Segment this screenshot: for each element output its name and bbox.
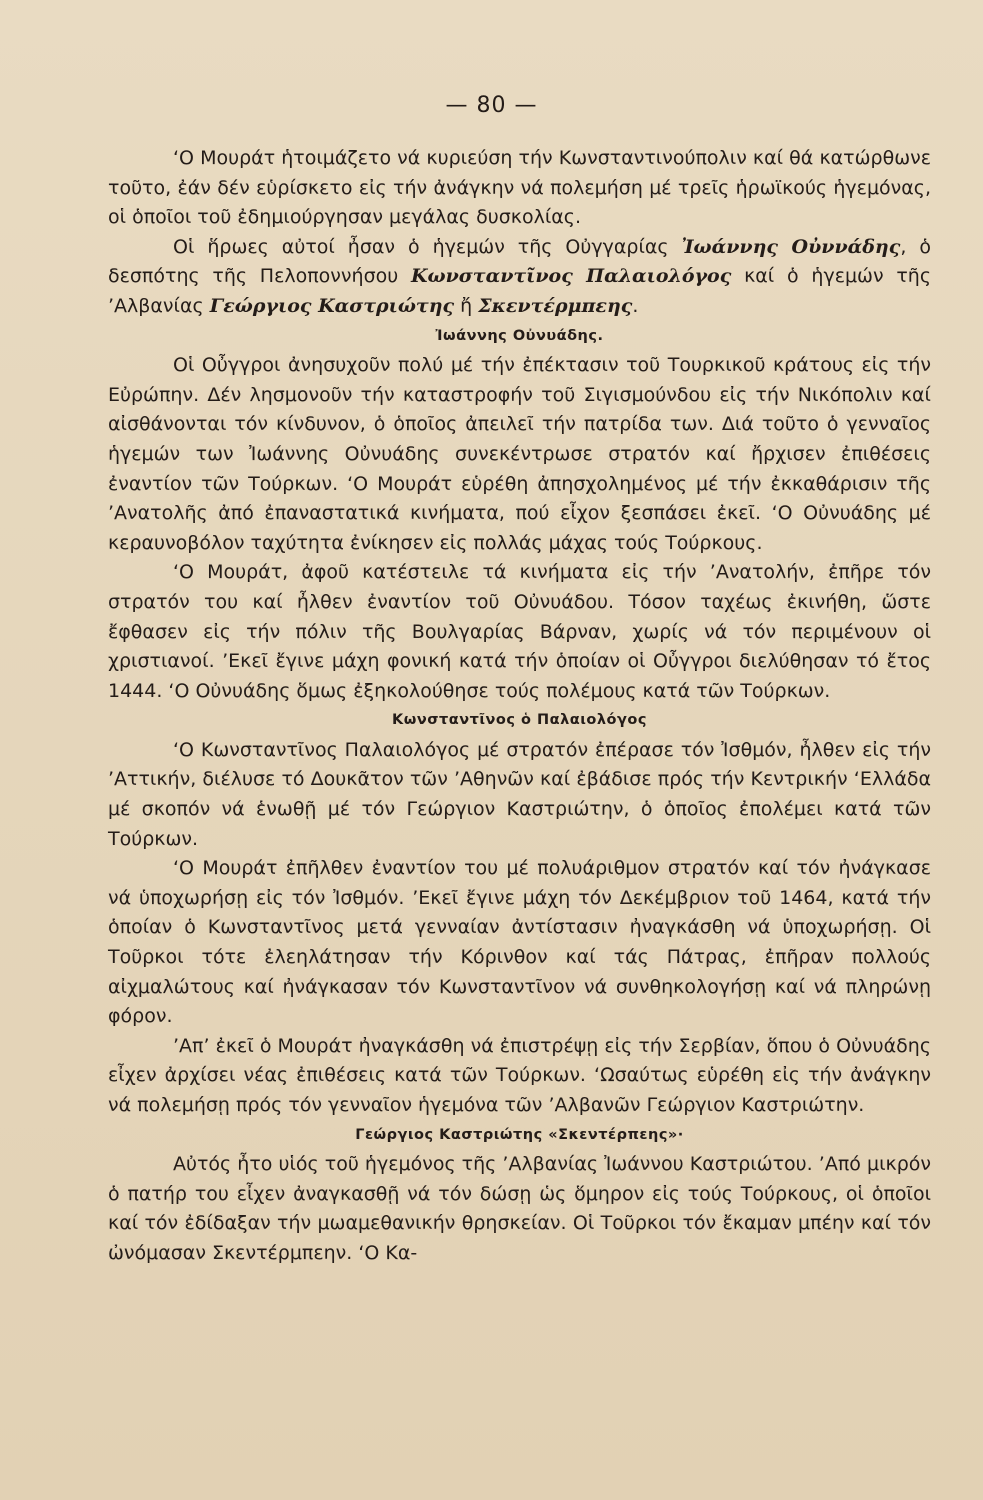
paragraph-intro: ‘Ο Μουράτ ἡτοιμάζετο νά κυριεύση τήν Κωνσταντινούπολιν καί θά κατώρθωνε τοῦτο, ἐάν δέν εὑρίσκετο εἰς τήν ἀνάγκην νά πολεμήση μέ τρεῖς ἡρωϊκούς ἡγεμόνας, οἱ ὁποῖοι τοῦ ἐδημιούργησαν μεγάλας δυσκολίας.	[108, 147, 931, 229]
paragraph-isthmus: ‘Ο Κωνσταντῖνος Παλαιολόγος μέ στρατόν ἐπέρασε τόν Ἰσθμόν, ἦλθεν εἰς τήν ’Αττικήν, διέλυσε τό Δουκᾶτον τῶν ’Αθηνῶν καί ἐβάδισε πρός τήν Κεντρικήν ‘Ελλάδα μέ σκοπόν νά ἑνωθῇ μέ τόν Γεώργιον Καστριώτην, ὁ ὁποῖος ἐπολέμει κατά τῶν Τούρκων.	[108, 738, 931, 850]
paragraph-hungarians: Οἱ Οὖγγροι ἀνησυχοῦν πολύ μέ τήν ἐπέκτασιν τοῦ Τουρκικοῦ κράτους εἰς τήν Εὐρώπην. Δέν λησμονοῦν τήν καταστροφήν τοῦ Σιγισμούνδου εἰς τήν Νικόπολιν καί αἰσθάνονται τόν κίνδυνον, ὁ ὁποῖος ἀπειλεῖ τήν πατρίδα των. Διά τοῦτο ὁ γενναῖος ἡγεμών των Ἰωάννης Οὐνυάδης συνεκέντρωσε στρατόν καί ἤρχισεν ἐπιθέσεις ἐναντίον τῶν Τούρκων. ‘Ο Μουράτ εὑρέθη ἀπησχολημένος μέ τήν ἐκκαθάρισιν τῆς ’Ανατολῆς ἀπό ἐπαναστατικά κινήματα, πού εἶχον ξεσπάσει ἐκεῖ. ‘Ο Οὐνυάδης μέ κεραυνοβόλον ταχύτητα ἐνίκησεν εἰς πολλάς μάχας τούς Τούρκους.	[108, 354, 931, 554]
section-heading-skenderbeg: Γεώργιος Καστριώτης «Σκεντέρπεης»·	[355, 1126, 684, 1143]
paragraph-varna: ‘Ο Μουράτ, ἀφοῦ κατέστειλε τά κινήματα εἰς τήν ’Ανατολήν, ἐπῆρε τόν στρατόν του καί ἦλθεν ἐναντίον τοῦ Οὐνυάδου. Τόσον ταχέως ἐκινήθη, ὥστε ἔφθασεν εἰς τήν πόλιν τῆς Βουλγαρίας Βάρναν, χωρίς νά τόν περιμένουν οἱ χριστιανοί. ’Εκεῖ ἔγινε μάχη φονική κατά τήν ὁποίαν οἱ Οὖγγροι διελύθησαν τό ἔτος 1444. ‘Ο Οὐνυάδης ὅμως ἐξηκολούθησε τούς πολέμους κατά τῶν Τούρκων.	[108, 561, 931, 702]
section-heading-hunyadi: Ἰωάννης Οὐνυάδης.	[435, 327, 604, 344]
section-heading-palaiologos: Κωνσταντῖνος ὁ Παλαιολόγος	[392, 712, 647, 729]
paragraph-battle-1464: ‘Ο Μουράτ ἐπῆλθεν ἐναντίον του μέ πολυάριθμον στρατόν καί τόν ἠνάγκασε νά ὑποχωρήσῃ εἰς τόν Ἰσθμόν. ’Εκεῖ ἔγινε μάχη τόν Δεκέμβριον τοῦ 1464, κατά τήν ὁποίαν ὁ Κωνσταντῖνος μετά γενναίαν ἀντίστασιν ἠναγκάσθη νά ὑποχωρήσῃ. Οἱ Τοῦρκοι τότε ἐλεηλάτησαν τήν Κόρινθον καί τάς Πάτρας, ἐπῆραν πολλούς αἰχμαλώτους καί ἠνάγκασαν τόν Κωνσταντῖνον νά συνθηκολογήσῃ καί νά πληρώνῃ φόρον.	[108, 857, 931, 1028]
body-text	[108, 144, 931, 1269]
name-kastriotis: Γεώργιος Καστριώτης	[209, 294, 455, 317]
name-palaiologos: Κωνσταντῖνος Παλαιολόγος	[411, 265, 732, 288]
page-number: — 80 —	[445, 93, 538, 118]
paragraph-serbia: ’Απ’ ἐκεῖ ὁ Μουράτ ἠναγκάσθη νά ἐπιστρέψῃ εἰς τήν Σερβίαν, ὅπου ὁ Οὐνυάδης εἶχεν ἀρχίσει νέας ἐπιθέσεις κατά τῶν Τούρκων. ‘Ωσαύτως εὑρέθη εἰς τήν ἀνάγκην νά πολεμήσῃ πρός τόν γενναῖον ἡγεμόνα τῶν ’Αλβανῶν Γεώργιον Καστριώτην.	[108, 1034, 931, 1116]
paragraph-kastriotis-origin: Αὐτός ἦτο υἱός τοῦ ἡγεμόνος τῆς ’Αλβανίας Ἰωάννου Καστριώτου. ’Από μικρόν ὁ πατήρ του εἶχεν ἀναγκασθῇ νά τόν δώσῃ ὡς ὅμηρον εἰς τούς Τούρκους, οἱ ὁποῖοι καί τόν ἐδίδαξαν τήν μωαμεθανικήν θρησκείαν. Οἱ Τοῦρκοι τόν ἔκαμαν μπέην καί τόν ὠνόμασαν Σκεντέρμπεην. ‘Ο Κα-	[108, 1153, 931, 1264]
name-skenderbeg: Σκεντέρμπεης	[478, 294, 633, 317]
name-hunyadi: Ἰωάννης Οὐννάδης	[681, 235, 901, 258]
paragraph-heroes: Οἱ ἥρωες αὐτοί ἦσαν ὁ ἡγεμών τῆς Οὐγγαρίας Ἰωάννης Οὐννάδης, ὁ δεσπότης τῆς Πελοποννήσου Κωνσταντῖνος Παλαιολόγος καί ὁ ἡγεμών τῆς ’Αλβανίας Γεώργιος Καστριώτης ἤ Σκεντέρμπεης.	[108, 235, 931, 317]
